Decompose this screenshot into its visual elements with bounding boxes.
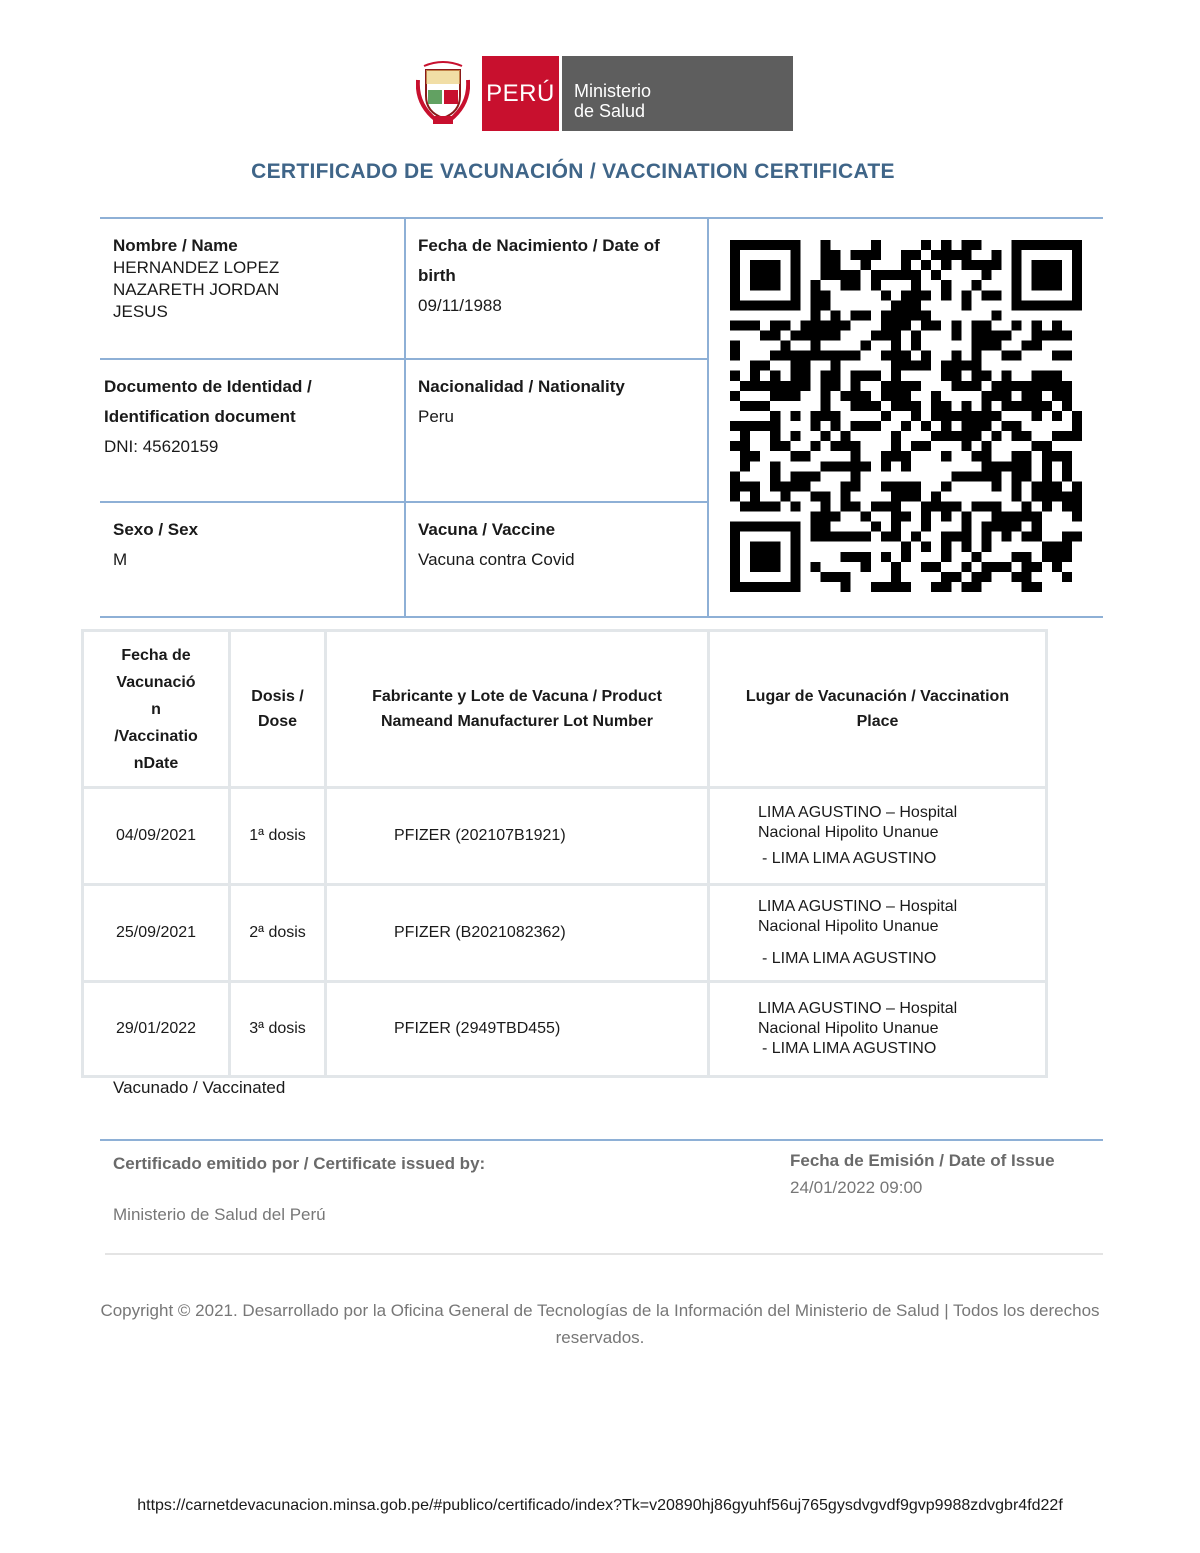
cell-dose: 3ª dosis [230,982,326,1077]
divider [404,217,406,618]
divider [105,1253,1103,1255]
header-line: Place [856,713,899,730]
cell-place [709,885,1047,982]
ministry-logo [562,56,793,131]
cell-product: PFIZER (B2021082362) [326,885,709,982]
header-line: nDate [133,754,179,772]
dob-section [418,231,698,321]
issue-date-label: Fecha de Emisión / Date of Issue [790,1151,1055,1170]
vaccination-table [81,629,1048,1078]
cell-place [709,788,1047,885]
ministry-line1: Ministerio [574,81,652,101]
header-line: Nameand Manufacturer Lot Number [380,713,654,730]
name-value-line: HERNANDEZ LOPEZ [113,258,280,277]
nationality-value: Peru [418,407,454,426]
name-value-line: NAZARETH JORDAN [113,280,280,299]
sex-value: M [113,550,128,569]
nationality-section [418,372,698,432]
id-label: Documento de Identidad / Identification document [104,377,312,426]
id-value: DNI: 45620159 [104,437,219,456]
page-url: https://carnetdevacunacion.minsa.gob.pe/#publico/certificado/index?Tk=v20890hj86gyuhf56uj765gysdvgvdf9gvp9988zdvgbr4fd22f [137,1497,1063,1514]
qr-finder-pattern [730,522,800,592]
dob-label: Fecha de Nacimiento / Date of birth [418,236,660,285]
cell-product: PFIZER (2949TBD455) [326,982,709,1077]
cell-date: 25/09/2021 [83,885,230,982]
issue-date-value: 24/01/2022 09:00 [790,1178,923,1197]
table-row [83,982,1047,1077]
column-header-dose [230,631,326,788]
qr-code [730,240,1082,592]
header-line: Fecha de [121,646,191,664]
place-line: - LIMA LIMA AGUSTINO [762,1040,937,1057]
issued-by-label: Certificado emitido por / Certificate issued by: [113,1154,486,1173]
header-line: Lugar de Vacunación / Vaccination [745,688,1010,705]
cell-place [709,982,1047,1077]
nationality-label: Nacionalidad / Nationality [418,377,625,396]
place-line: - LIMA LIMA AGUSTINO [762,850,937,867]
place-line: LIMA AGUSTINO – Hospital [758,898,958,915]
place-line: LIMA AGUSTINO – Hospital [758,1000,958,1017]
page-title: CERTIFICADO DE VACUNACIÓN / VACCINATION CERTIFICATE [251,160,895,183]
peru-logo-text: PERÚ [482,56,559,131]
divider [100,217,1103,219]
column-header-place [709,631,1047,788]
place-line: - LIMA LIMA AGUSTINO [762,950,937,967]
vaccine-value: Vacuna contra Covid [418,550,575,569]
qr-finder-pattern [1012,240,1082,310]
header-line: Dose [257,713,298,730]
vaccination-status: Vacunado / Vaccinated [113,1078,286,1097]
ministry-line2: de Salud [574,101,646,121]
divider [100,1139,1103,1141]
cell-dose: 2ª dosis [230,885,326,982]
header-line: Dosis / [251,688,304,705]
sex-label: Sexo / Sex [113,520,199,539]
vaccine-label: Vacuna / Vaccine [418,520,556,539]
place-line: Nacional Hipolito Unanue [758,918,939,935]
place-line: Nacional Hipolito Unanue [758,1020,939,1037]
cell-date: 29/01/2022 [83,982,230,1077]
vaccine-section [418,515,698,575]
sex-section [113,515,393,575]
place-line: LIMA AGUSTINO – Hospital [758,804,958,821]
divider [707,217,709,618]
cell-product: PFIZER (202107B1921) [326,788,709,885]
header-line: n [151,700,161,718]
column-header-date [83,631,230,788]
cell-dose: 1ª dosis [230,788,326,885]
qr-finder-pattern [730,240,800,310]
name-value-line: JESUS [113,302,168,321]
header-line: /Vaccinatio [114,727,198,745]
coat-of-arms-icon [416,60,470,126]
name-section [113,231,393,323]
divider [100,616,1103,618]
issued-by-value: Ministerio de Salud del Perú [113,1205,326,1224]
table-row [83,788,1047,885]
column-header-product [326,631,709,788]
dob-value: 09/11/1988 [418,296,502,315]
copyright-text: Copyright © 2021. Desarrollado por la Oficina General de Tecnologías de la Información del Ministerio de Salud | Todos los derechos reservados. [100,1301,1100,1347]
header-line: Fabricante y Lote de Vacuna / Product [372,688,662,705]
cell-date: 04/09/2021 [83,788,230,885]
place-line: Nacional Hipolito Unanue [758,824,939,841]
name-label: Nombre / Name [113,236,238,255]
table-header-row [83,631,1047,788]
table-row [83,885,1047,982]
header-line: Vacunació [116,673,196,691]
id-section [104,372,394,462]
